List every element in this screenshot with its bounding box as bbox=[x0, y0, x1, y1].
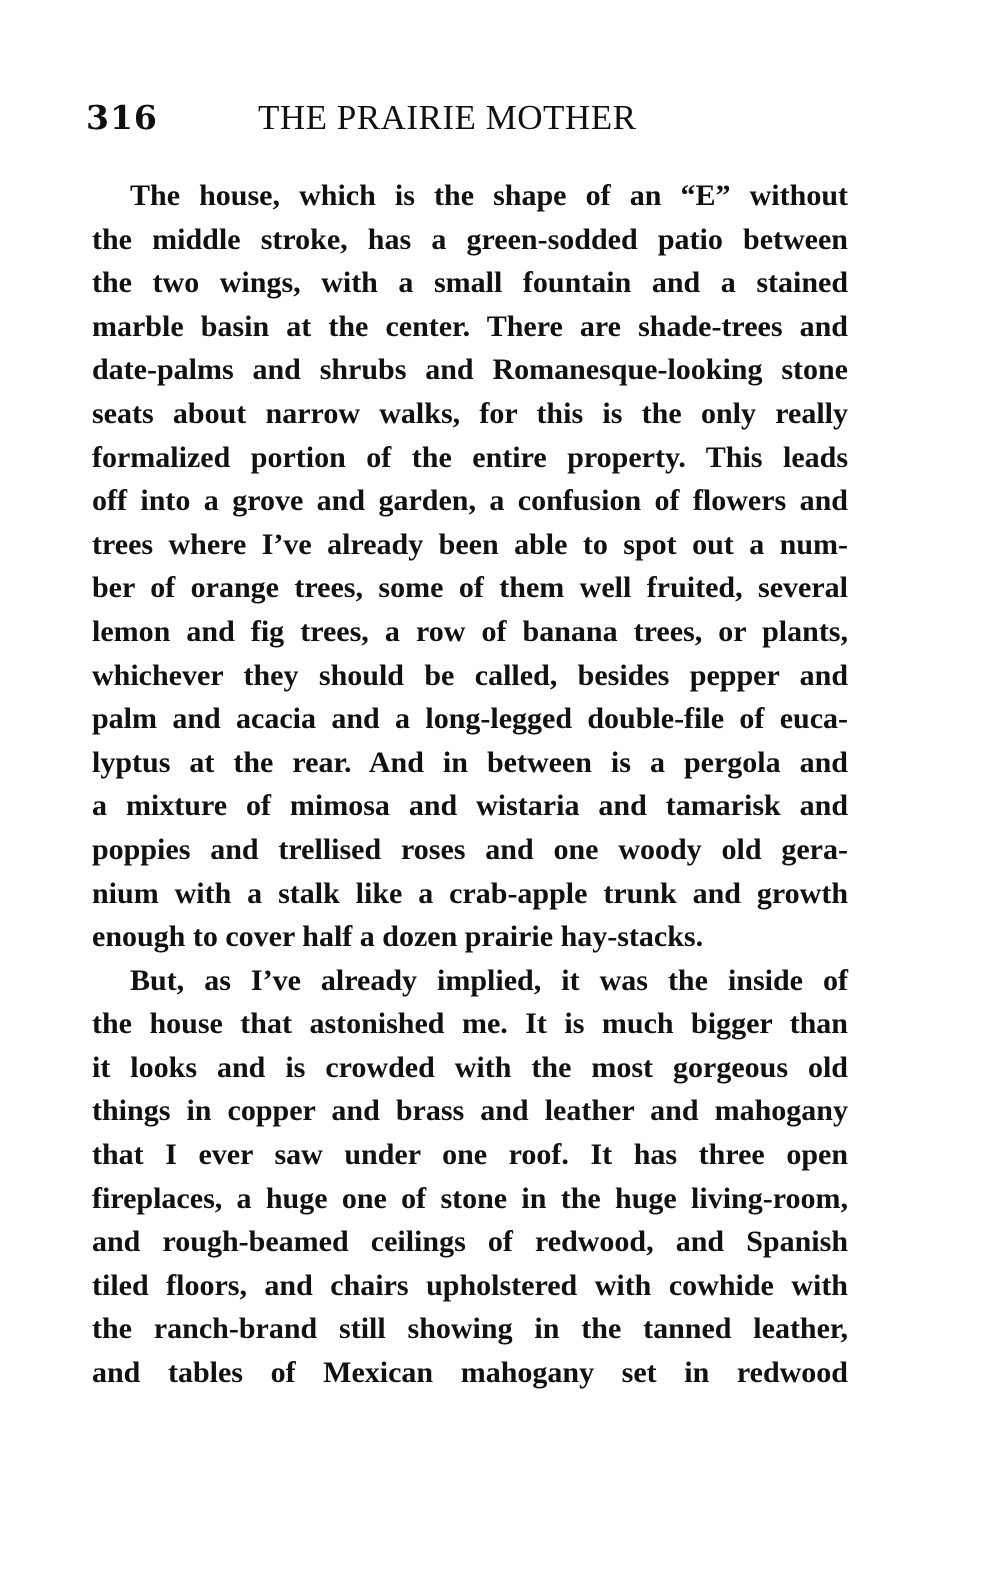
text-line: nium with a stalk like a crab-apple trunk and growth bbox=[92, 876, 848, 910]
text-line: and rough-beamed ceilings of redwood, and Spanish bbox=[92, 1225, 848, 1259]
text-line: the house that astonished me. It is much bigger than bbox=[92, 1007, 848, 1041]
text-line: the middle stroke, has a green-sodded patio between bbox=[92, 222, 848, 256]
text-line: The house, which is the shape of an “E” without bbox=[130, 179, 848, 212]
page-header bbox=[86, 98, 846, 148]
text-line: palm and acacia and a long-legged double-file of euca- bbox=[92, 702, 848, 736]
text-line: it looks and is crowded with the most gorgeous old bbox=[92, 1050, 848, 1084]
page-number: 316 bbox=[86, 98, 158, 137]
running-title: THE PRAIRIE MOTHER bbox=[258, 98, 637, 137]
text-line: enough to cover half a dozen prairie hay-stacks. bbox=[92, 920, 704, 954]
text-line: date-palms and shrubs and Romanesque-looking stone bbox=[92, 353, 848, 387]
text-line: that I ever saw under one roof. It has three open bbox=[92, 1138, 848, 1172]
text-line: poppies and trellised roses and one woody old gera- bbox=[92, 832, 848, 866]
paragraph-1 bbox=[92, 174, 848, 959]
text-line: lemon and fig trees, a row of banana trees, or plants, bbox=[92, 614, 848, 648]
text-line: formalized portion of the entire property. This leads bbox=[92, 440, 848, 474]
text-line: seats about narrow walks, for this is the only really bbox=[92, 396, 848, 430]
text-line: things in copper and brass and leather and mahogany bbox=[92, 1094, 848, 1128]
text-line: and tables of Mexican mahogany set in redwood bbox=[92, 1356, 848, 1390]
text-line: trees where I’ve already been able to spot out a num- bbox=[92, 527, 848, 561]
text-line: marble basin at the center. There are shade-trees and bbox=[92, 309, 848, 343]
body-text bbox=[92, 174, 848, 1395]
text-line: ber of orange trees, some of them well fruited, several bbox=[92, 571, 848, 605]
text-line: tiled floors, and chairs upholstered with cowhide with bbox=[92, 1268, 848, 1302]
text-line: a mixture of mimosa and wistaria and tamarisk and bbox=[92, 789, 848, 823]
text-line: lyptus at the rear. And in between is a pergola and bbox=[92, 745, 848, 779]
text-line: But, as I’ve already implied, it was the inside of bbox=[130, 963, 848, 997]
text-line: off into a grove and garden, a confusion of flowers and bbox=[92, 484, 848, 518]
paragraph-2 bbox=[92, 959, 848, 1395]
text-line: whichever they should be called, besides pepper and bbox=[92, 658, 848, 692]
text-line: the two wings, with a small fountain and a stained bbox=[92, 266, 848, 300]
text-line: the ranch-brand still showing in the tanned leather, bbox=[92, 1312, 848, 1346]
text-line: fireplaces, a huge one of stone in the huge living-room, bbox=[92, 1181, 848, 1215]
